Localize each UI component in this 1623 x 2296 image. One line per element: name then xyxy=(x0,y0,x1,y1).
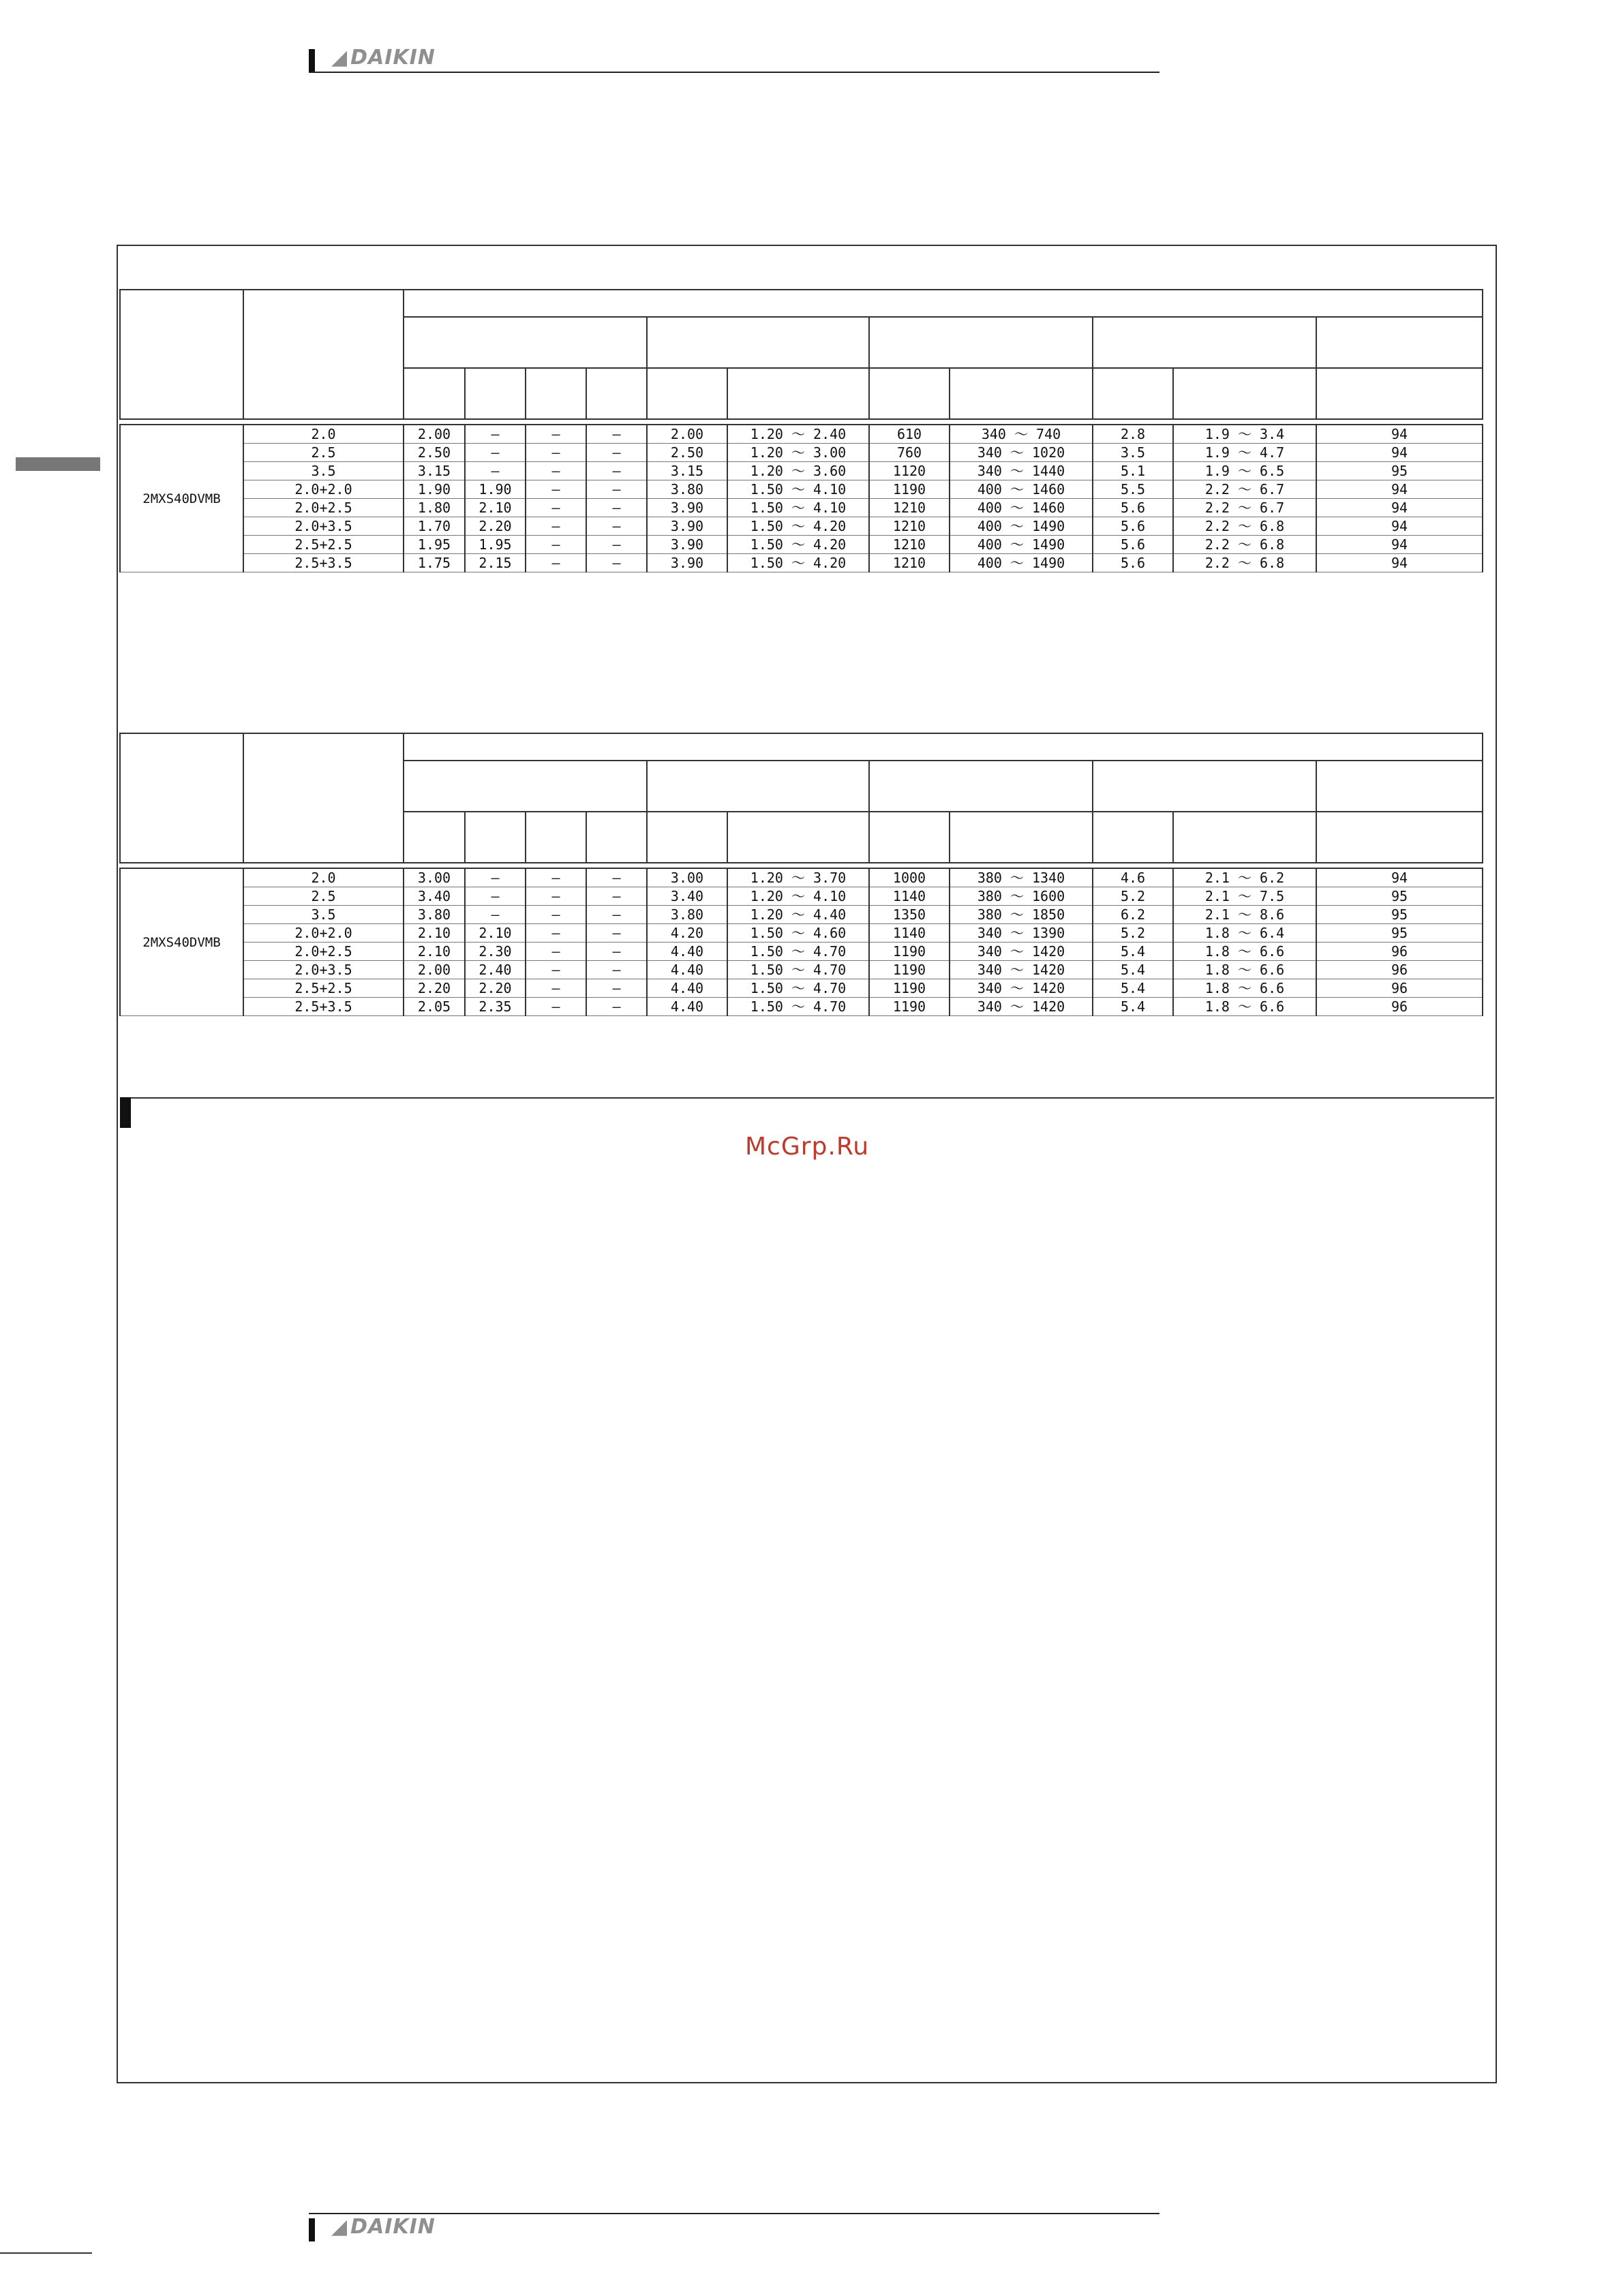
value-cell: 1.50 ～ 4.20 xyxy=(727,536,869,554)
value-cell: — xyxy=(526,924,586,943)
table-row xyxy=(120,887,1483,906)
spacer xyxy=(120,863,1483,868)
combination-cell: 2.5 xyxy=(243,444,404,462)
value-cell: 380 ～ 1850 xyxy=(950,906,1093,924)
value-cell: 1210 xyxy=(869,536,950,554)
value-cell: 2.1 ～ 7.5 xyxy=(1173,887,1316,906)
header-cell xyxy=(404,317,647,368)
value-cell: 2.50 xyxy=(647,444,727,462)
value-cell: 3.00 xyxy=(404,868,465,887)
value-cell: 5.6 xyxy=(1093,517,1173,536)
value-cell: 1.20 ～ 3.00 xyxy=(727,444,869,462)
header-cell xyxy=(647,812,727,863)
value-cell: — xyxy=(526,868,586,887)
header-cell xyxy=(243,733,404,863)
value-cell: 400 ～ 1460 xyxy=(950,480,1093,499)
footer-rule xyxy=(309,2213,1159,2214)
value-cell: — xyxy=(526,425,586,444)
header-cell xyxy=(526,368,586,419)
value-cell: 2.2 ～ 6.8 xyxy=(1173,536,1316,554)
value-cell: — xyxy=(465,425,526,444)
value-cell: — xyxy=(586,998,647,1016)
value-cell: 2.20 xyxy=(404,979,465,998)
value-cell: 1.50 ～ 4.20 xyxy=(727,517,869,536)
value-cell: 3.90 xyxy=(647,499,727,517)
value-cell: 1210 xyxy=(869,517,950,536)
value-cell: 380 ～ 1600 xyxy=(950,887,1093,906)
model-name-cell: 2MXS40DVMB xyxy=(120,868,243,1016)
header-cell xyxy=(120,733,243,863)
value-cell: — xyxy=(586,887,647,906)
combination-cell: 2.5+2.5 xyxy=(243,536,404,554)
header-cell xyxy=(465,812,526,863)
value-cell: — xyxy=(586,480,647,499)
value-cell: 1.95 xyxy=(404,536,465,554)
value-cell: 1.95 xyxy=(465,536,526,554)
combination-cell: 3.5 xyxy=(243,906,404,924)
header-cell xyxy=(869,317,1093,368)
value-cell: 1140 xyxy=(869,924,950,943)
value-cell: 5.6 xyxy=(1093,536,1173,554)
table-row xyxy=(120,554,1483,572)
value-cell: 95 xyxy=(1316,462,1483,480)
combination-cell: 2.0+2.5 xyxy=(243,943,404,961)
spacer xyxy=(120,419,1483,425)
value-cell: 2.00 xyxy=(404,961,465,979)
value-cell: 1.50 ～ 4.20 xyxy=(727,554,869,572)
value-cell: 1.80 xyxy=(404,499,465,517)
value-cell: 3.90 xyxy=(647,554,727,572)
value-cell: — xyxy=(586,462,647,480)
value-cell: 2.40 xyxy=(465,961,526,979)
value-cell: 340 ～ 1420 xyxy=(950,979,1093,998)
value-cell: 2.8 xyxy=(1093,425,1173,444)
value-cell: 1.20 ～ 3.70 xyxy=(727,868,869,887)
value-cell: — xyxy=(526,998,586,1016)
header-cell xyxy=(586,812,647,863)
value-cell: 2.2 ～ 6.7 xyxy=(1173,499,1316,517)
header-brand-bar xyxy=(309,49,315,72)
table-row xyxy=(120,517,1483,536)
header-cell xyxy=(1316,761,1483,812)
value-cell: 1.8 ～ 6.6 xyxy=(1173,961,1316,979)
header-cell xyxy=(869,812,950,863)
value-cell: 400 ～ 1490 xyxy=(950,536,1093,554)
header-cell xyxy=(1173,368,1316,419)
value-cell: 1.50 ～ 4.10 xyxy=(727,480,869,499)
table-row xyxy=(120,444,1483,462)
header-cell xyxy=(1316,317,1483,368)
value-cell: 5.6 xyxy=(1093,554,1173,572)
header-cell xyxy=(465,368,526,419)
value-cell: — xyxy=(526,444,586,462)
table-1-header xyxy=(120,290,1483,425)
value-cell: 1.9 ～ 3.4 xyxy=(1173,425,1316,444)
header-cell xyxy=(1173,812,1316,863)
header-cell xyxy=(647,317,869,368)
value-cell: — xyxy=(586,868,647,887)
value-cell: — xyxy=(526,517,586,536)
value-cell: 340 ～ 1440 xyxy=(950,462,1093,480)
header-cell xyxy=(869,368,950,419)
header-cell xyxy=(586,368,647,419)
value-cell: 1.8 ～ 6.4 xyxy=(1173,924,1316,943)
combination-cell: 2.0+3.5 xyxy=(243,517,404,536)
value-cell: 1.9 ～ 4.7 xyxy=(1173,444,1316,462)
section-rule xyxy=(120,1097,1494,1099)
value-cell: 4.40 xyxy=(647,943,727,961)
combination-cell: 2.5+3.5 xyxy=(243,554,404,572)
value-cell: 2.20 xyxy=(465,517,526,536)
daikin-logo-icon: ◢ xyxy=(331,46,348,70)
value-cell: 1120 xyxy=(869,462,950,480)
value-cell: 94 xyxy=(1316,480,1483,499)
side-tab-marker xyxy=(16,457,100,471)
value-cell: — xyxy=(586,499,647,517)
value-cell: 2.2 ～ 6.8 xyxy=(1173,554,1316,572)
header-cell xyxy=(727,812,869,863)
value-cell: 400 ～ 1460 xyxy=(950,499,1093,517)
value-cell: 1.70 xyxy=(404,517,465,536)
value-cell: 2.05 xyxy=(404,998,465,1016)
header-cell xyxy=(869,761,1093,812)
header-cell xyxy=(647,368,727,419)
header-cell xyxy=(404,761,647,812)
value-cell: 3.80 xyxy=(647,480,727,499)
value-cell: 2.00 xyxy=(647,425,727,444)
value-cell: 5.4 xyxy=(1093,961,1173,979)
value-cell: — xyxy=(526,887,586,906)
value-cell: 3.80 xyxy=(647,906,727,924)
value-cell: 1.75 xyxy=(404,554,465,572)
value-cell: 340 ～ 740 xyxy=(950,425,1093,444)
table-row xyxy=(120,425,1483,444)
daikin-logo-icon: ◢ xyxy=(331,2215,348,2239)
value-cell: 340 ～ 1420 xyxy=(950,998,1093,1016)
combination-cell: 2.0+3.5 xyxy=(243,961,404,979)
value-cell: 1190 xyxy=(869,480,950,499)
header-cell xyxy=(1093,368,1173,419)
table-row xyxy=(120,979,1483,998)
table-row xyxy=(120,924,1483,943)
table-row xyxy=(120,906,1483,924)
value-cell: 4.20 xyxy=(647,924,727,943)
value-cell: 1190 xyxy=(869,979,950,998)
value-cell: — xyxy=(526,906,586,924)
value-cell: 3.15 xyxy=(404,462,465,480)
value-cell: — xyxy=(526,943,586,961)
value-cell: 1.90 xyxy=(465,480,526,499)
value-cell: 1.8 ～ 6.6 xyxy=(1173,943,1316,961)
combination-cell: 2.5+2.5 xyxy=(243,979,404,998)
value-cell: — xyxy=(586,554,647,572)
value-cell: 94 xyxy=(1316,536,1483,554)
value-cell: 94 xyxy=(1316,444,1483,462)
value-cell: 3.15 xyxy=(647,462,727,480)
value-cell: 95 xyxy=(1316,924,1483,943)
header-cell xyxy=(950,812,1093,863)
combination-cell: 2.5+3.5 xyxy=(243,998,404,1016)
value-cell: 400 ～ 1490 xyxy=(950,554,1093,572)
header-cell xyxy=(647,761,869,812)
footer-brand-bar xyxy=(309,2218,315,2241)
value-cell: 2.00 xyxy=(404,425,465,444)
value-cell: — xyxy=(526,554,586,572)
footer-corner-line xyxy=(0,2252,92,2254)
value-cell: 1190 xyxy=(869,998,950,1016)
table-row xyxy=(120,499,1483,517)
value-cell: — xyxy=(586,979,647,998)
header-brand-logo: ◢ DAIKIN xyxy=(331,46,436,70)
value-cell: — xyxy=(586,444,647,462)
value-cell: 4.40 xyxy=(647,961,727,979)
value-cell: 2.1 ～ 8.6 xyxy=(1173,906,1316,924)
header-cell xyxy=(1093,812,1173,863)
value-cell: 94 xyxy=(1316,554,1483,572)
value-cell: 1.50 ～ 4.60 xyxy=(727,924,869,943)
table-row xyxy=(120,868,1483,887)
value-cell: — xyxy=(465,462,526,480)
table-2-header xyxy=(120,733,1483,868)
model-name-cell: 2MXS40DVMB xyxy=(120,425,243,572)
value-cell: 2.15 xyxy=(465,554,526,572)
header-cell xyxy=(404,733,1483,761)
value-cell: 5.6 xyxy=(1093,499,1173,517)
table-row xyxy=(120,943,1483,961)
capacity-table-1 xyxy=(119,289,1483,572)
value-cell: 1210 xyxy=(869,554,950,572)
value-cell: 1.50 ～ 4.70 xyxy=(727,979,869,998)
value-cell: 3.40 xyxy=(404,887,465,906)
value-cell: 3.00 xyxy=(647,868,727,887)
combination-cell: 2.0+2.0 xyxy=(243,480,404,499)
value-cell: — xyxy=(586,943,647,961)
value-cell: 3.5 xyxy=(1093,444,1173,462)
value-cell: — xyxy=(465,887,526,906)
header-cell xyxy=(404,812,465,863)
value-cell: 1.20 ～ 4.40 xyxy=(727,906,869,924)
value-cell: 1350 xyxy=(869,906,950,924)
value-cell: 2.30 xyxy=(465,943,526,961)
footer-brand-logo: ◢ DAIKIN xyxy=(331,2215,436,2239)
value-cell: 1190 xyxy=(869,961,950,979)
table-row xyxy=(120,462,1483,480)
value-cell: 1.50 ～ 4.70 xyxy=(727,961,869,979)
value-cell: 5.1 xyxy=(1093,462,1173,480)
value-cell: — xyxy=(526,979,586,998)
value-cell: 4.6 xyxy=(1093,868,1173,887)
header-cell xyxy=(404,290,1483,317)
table-2-body xyxy=(120,868,1483,1016)
value-cell: 5.4 xyxy=(1093,943,1173,961)
value-cell: — xyxy=(586,924,647,943)
combination-cell: 2.0 xyxy=(243,868,404,887)
value-cell: 4.40 xyxy=(647,979,727,998)
capacity-table-2 xyxy=(119,733,1483,1016)
value-cell: 94 xyxy=(1316,425,1483,444)
value-cell: 1.50 ～ 4.70 xyxy=(727,998,869,1016)
value-cell: — xyxy=(465,868,526,887)
header-cell xyxy=(243,290,404,419)
value-cell: — xyxy=(586,517,647,536)
value-cell: 2.10 xyxy=(404,924,465,943)
value-cell: 2.2 ～ 6.7 xyxy=(1173,480,1316,499)
value-cell: 94 xyxy=(1316,499,1483,517)
header-cell xyxy=(1093,317,1316,368)
value-cell: 1000 xyxy=(869,868,950,887)
value-cell: 2.35 xyxy=(465,998,526,1016)
value-cell: 340 ～ 1390 xyxy=(950,924,1093,943)
value-cell: — xyxy=(526,536,586,554)
value-cell: — xyxy=(526,961,586,979)
combination-cell: 2.5 xyxy=(243,887,404,906)
value-cell: 2.20 xyxy=(465,979,526,998)
value-cell: 1210 xyxy=(869,499,950,517)
value-cell: 1.50 ～ 4.10 xyxy=(727,499,869,517)
value-cell: 94 xyxy=(1316,517,1483,536)
header-cell xyxy=(404,368,465,419)
value-cell: 96 xyxy=(1316,979,1483,998)
header-cell xyxy=(120,290,243,419)
value-cell: 5.4 xyxy=(1093,979,1173,998)
value-cell: 95 xyxy=(1316,887,1483,906)
watermark: McGrp.Ru xyxy=(745,1133,870,1161)
value-cell: 610 xyxy=(869,425,950,444)
value-cell: — xyxy=(526,499,586,517)
value-cell: — xyxy=(465,444,526,462)
value-cell: 95 xyxy=(1316,906,1483,924)
value-cell: 2.1 ～ 6.2 xyxy=(1173,868,1316,887)
value-cell: 2.50 xyxy=(404,444,465,462)
value-cell: 1.50 ～ 4.70 xyxy=(727,943,869,961)
header-cell xyxy=(1316,368,1483,419)
value-cell: — xyxy=(586,961,647,979)
value-cell: 1.9 ～ 6.5 xyxy=(1173,462,1316,480)
value-cell: 1.20 ～ 2.40 xyxy=(727,425,869,444)
combination-cell: 2.0 xyxy=(243,425,404,444)
value-cell: 380 ～ 1340 xyxy=(950,868,1093,887)
table-row xyxy=(120,536,1483,554)
value-cell: 6.2 xyxy=(1093,906,1173,924)
value-cell: 2.2 ～ 6.8 xyxy=(1173,517,1316,536)
value-cell: 1.8 ～ 6.6 xyxy=(1173,998,1316,1016)
value-cell: 96 xyxy=(1316,961,1483,979)
value-cell: 1.8 ～ 6.6 xyxy=(1173,979,1316,998)
value-cell: 5.5 xyxy=(1093,480,1173,499)
table-row xyxy=(120,998,1483,1016)
value-cell: 3.40 xyxy=(647,887,727,906)
value-cell: 760 xyxy=(869,444,950,462)
value-cell: 1.90 xyxy=(404,480,465,499)
value-cell: 94 xyxy=(1316,868,1483,887)
table-1-body xyxy=(120,425,1483,572)
value-cell: 5.4 xyxy=(1093,998,1173,1016)
value-cell: 2.10 xyxy=(465,499,526,517)
value-cell: — xyxy=(465,906,526,924)
section-marker xyxy=(120,1097,131,1128)
value-cell: 3.80 xyxy=(404,906,465,924)
value-cell: 3.90 xyxy=(647,517,727,536)
header-cell xyxy=(950,368,1093,419)
value-cell: 2.10 xyxy=(404,943,465,961)
header-rule xyxy=(309,72,1159,73)
value-cell: — xyxy=(526,462,586,480)
value-cell: — xyxy=(586,906,647,924)
header-cell xyxy=(1316,812,1483,863)
value-cell: 96 xyxy=(1316,998,1483,1016)
value-cell: — xyxy=(586,425,647,444)
value-cell: 1.20 ～ 4.10 xyxy=(727,887,869,906)
table-row xyxy=(120,961,1483,979)
value-cell: 340 ～ 1020 xyxy=(950,444,1093,462)
header-cell xyxy=(1093,761,1316,812)
value-cell: — xyxy=(586,536,647,554)
value-cell: 400 ～ 1490 xyxy=(950,517,1093,536)
value-cell: 1.20 ～ 3.60 xyxy=(727,462,869,480)
combination-cell: 3.5 xyxy=(243,462,404,480)
combination-cell: 2.0+2.0 xyxy=(243,924,404,943)
value-cell: 1140 xyxy=(869,887,950,906)
value-cell: 5.2 xyxy=(1093,924,1173,943)
header-cell xyxy=(526,812,586,863)
header-cell xyxy=(727,368,869,419)
value-cell: 340 ～ 1420 xyxy=(950,961,1093,979)
value-cell: 1190 xyxy=(869,943,950,961)
value-cell: 340 ～ 1420 xyxy=(950,943,1093,961)
value-cell: 2.10 xyxy=(465,924,526,943)
value-cell: 5.2 xyxy=(1093,887,1173,906)
table-row xyxy=(120,480,1483,499)
value-cell: 3.90 xyxy=(647,536,727,554)
value-cell: 4.40 xyxy=(647,998,727,1016)
value-cell: — xyxy=(526,480,586,499)
value-cell: 96 xyxy=(1316,943,1483,961)
combination-cell: 2.0+2.5 xyxy=(243,499,404,517)
